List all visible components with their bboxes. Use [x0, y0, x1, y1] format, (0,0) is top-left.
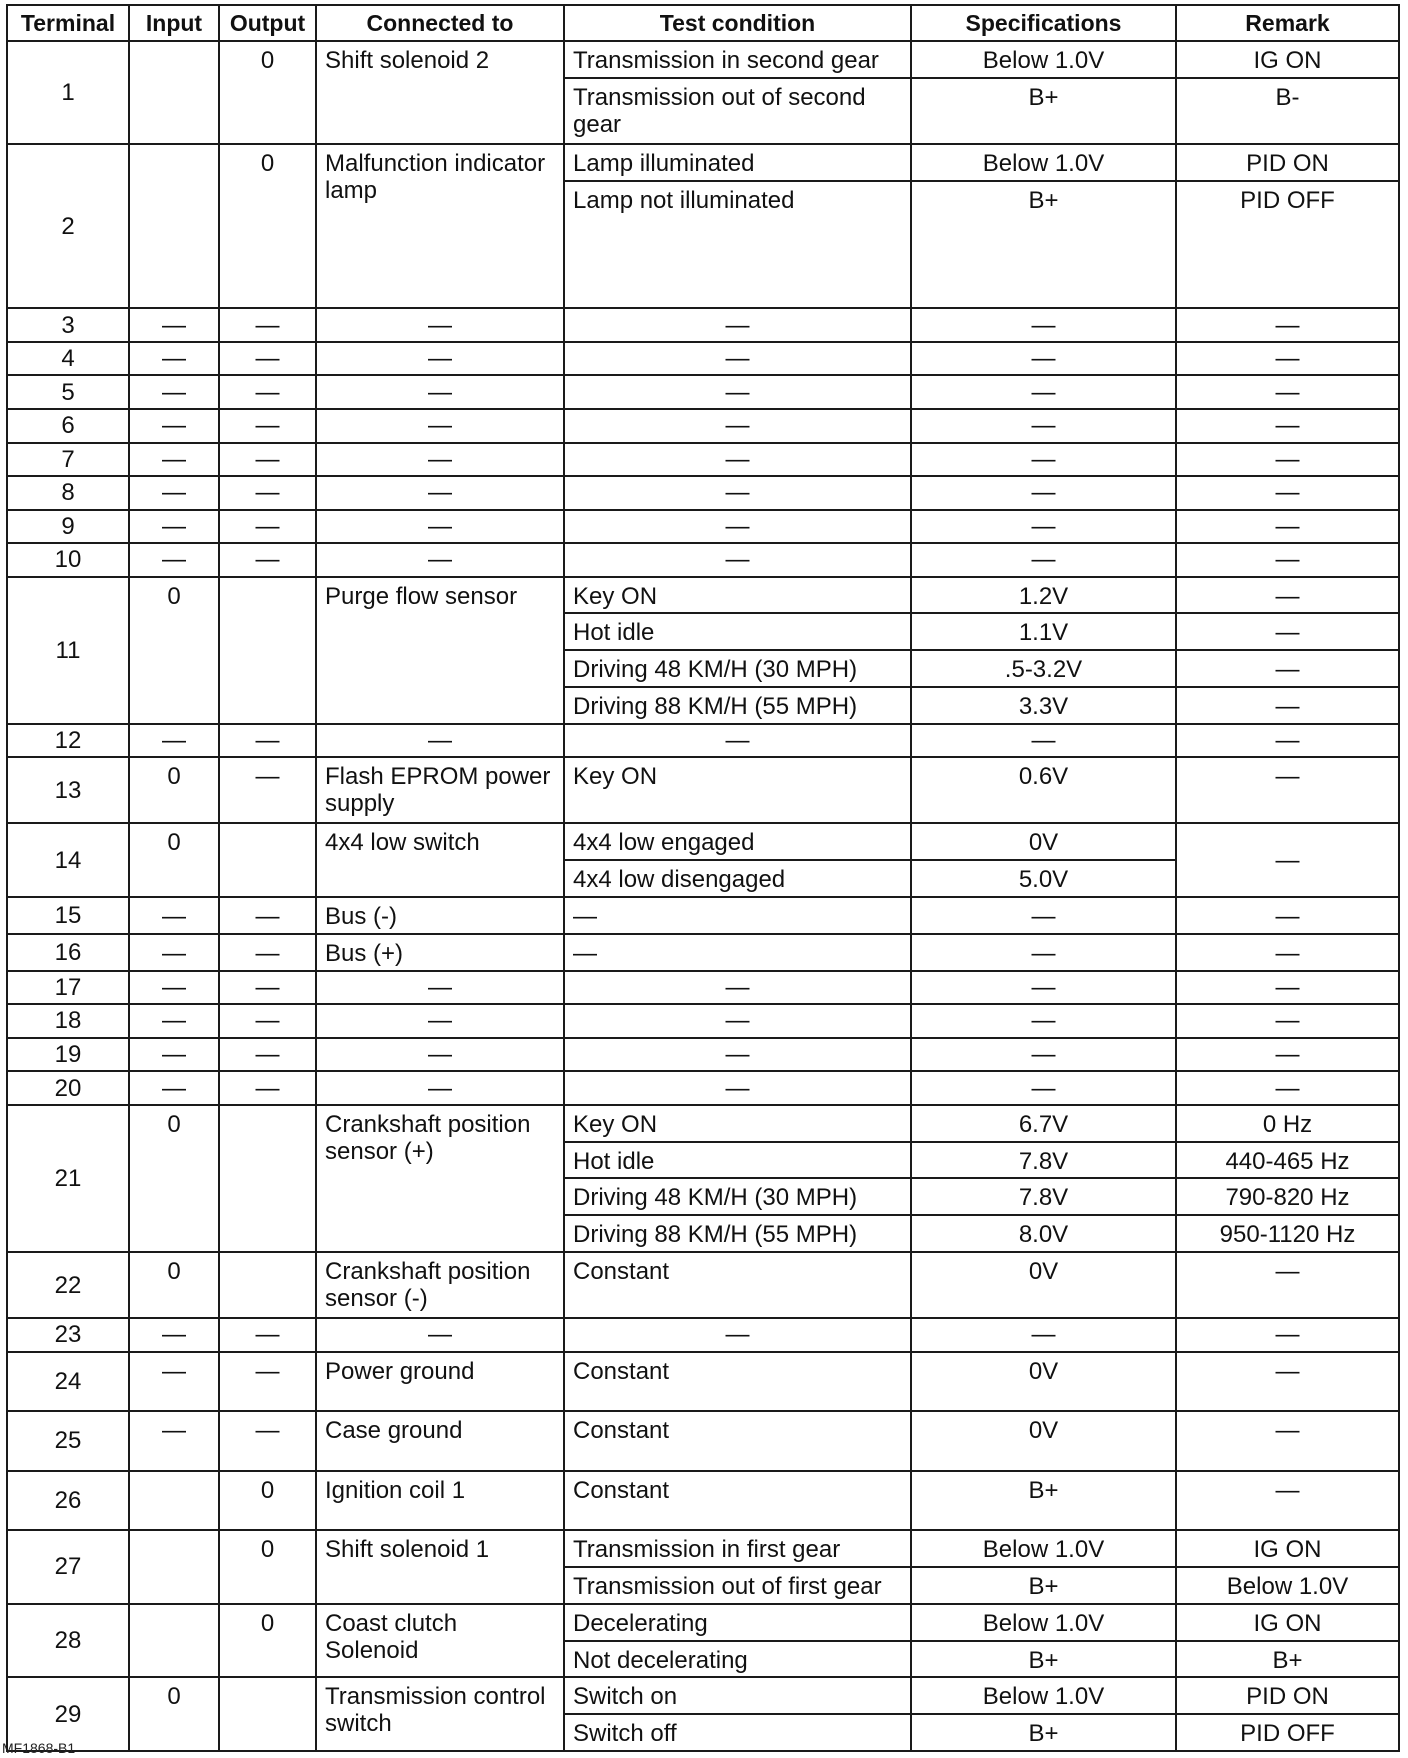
- remark: —: [1176, 1252, 1399, 1318]
- terminal-number: 5: [7, 375, 129, 409]
- remark-dash: —: [1176, 1038, 1399, 1072]
- input-value: 0: [129, 577, 219, 724]
- output-dash: —: [219, 409, 316, 443]
- terminal-number: 7: [7, 443, 129, 477]
- remark-dash: —: [1176, 375, 1399, 409]
- output-value: [219, 1105, 316, 1252]
- test-condition-dash: —: [564, 971, 911, 1005]
- terminal-number: 3: [7, 308, 129, 342]
- remark: 950-1120 Hz: [1176, 1215, 1399, 1252]
- specification-dash: —: [911, 971, 1176, 1005]
- terminal-number: 13: [7, 757, 129, 823]
- table-row: [7, 1604, 1399, 1641]
- remark: 0 Hz: [1176, 1105, 1399, 1142]
- remark-dash: —: [1176, 1318, 1399, 1352]
- test-condition-dash: —: [564, 1318, 911, 1352]
- input-value: —: [129, 1352, 219, 1412]
- specification: Below 1.0V: [911, 1604, 1176, 1641]
- specification: 0V: [911, 1252, 1176, 1318]
- output-value: [219, 1677, 316, 1751]
- terminal-number: 8: [7, 476, 129, 510]
- test-condition: Lamp not illuminated: [564, 181, 911, 309]
- test-condition: Key ON: [564, 577, 911, 614]
- connected-to: Purge flow sensor: [316, 577, 564, 724]
- test-condition: Key ON: [564, 757, 911, 823]
- table-row: [7, 1252, 1399, 1318]
- test-condition: 4x4 low disengaged: [564, 860, 911, 897]
- connected-to-dash: —: [316, 724, 564, 758]
- test-condition: Switch off: [564, 1714, 911, 1751]
- specification: B+: [911, 78, 1176, 144]
- test-condition: —: [564, 934, 911, 971]
- output-value: [219, 823, 316, 897]
- specification-dash: —: [911, 1318, 1176, 1352]
- output-value: [219, 1252, 316, 1318]
- remark: —: [1176, 650, 1399, 687]
- test-condition: Constant: [564, 1352, 911, 1412]
- remark-dash: —: [1176, 510, 1399, 544]
- output-dash: —: [219, 1038, 316, 1072]
- output-dash: —: [219, 1318, 316, 1352]
- connected-to: Ignition coil 1: [316, 1471, 564, 1531]
- output-dash: —: [219, 724, 316, 758]
- input-dash: —: [129, 1318, 219, 1352]
- output-value: [219, 577, 316, 724]
- output-value: 0: [219, 1604, 316, 1678]
- terminal-number: 29: [7, 1677, 129, 1751]
- remark: —: [1176, 687, 1399, 724]
- remark: —: [1176, 934, 1399, 971]
- output-dash: —: [219, 342, 316, 376]
- output-value: —: [219, 897, 316, 934]
- specification: Below 1.0V: [911, 41, 1176, 78]
- terminal-number: 18: [7, 1004, 129, 1038]
- specification-dash: —: [911, 443, 1176, 477]
- table-row: [7, 342, 1399, 376]
- output-value: —: [219, 757, 316, 823]
- specification: 0.6V: [911, 757, 1176, 823]
- test-condition: Constant: [564, 1471, 911, 1531]
- connected-to: Bus (+): [316, 934, 564, 971]
- terminal-number: 26: [7, 1471, 129, 1531]
- remark: B-: [1176, 78, 1399, 144]
- specification-dash: —: [911, 342, 1176, 376]
- input-value: —: [129, 1411, 219, 1471]
- specification: 7.8V: [911, 1178, 1176, 1215]
- table-row: [7, 1105, 1399, 1142]
- table-row: [7, 375, 1399, 409]
- input-dash: —: [129, 1004, 219, 1038]
- output-dash: —: [219, 510, 316, 544]
- specification: Below 1.0V: [911, 144, 1176, 181]
- test-condition-dash: —: [564, 1004, 911, 1038]
- col-header-specifications: Specifications: [911, 5, 1176, 41]
- terminal-number: 16: [7, 934, 129, 971]
- terminal-number: 17: [7, 971, 129, 1005]
- test-condition: Not decelerating: [564, 1641, 911, 1678]
- input-dash: —: [129, 342, 219, 376]
- terminal-number: 1: [7, 41, 129, 144]
- specification: B+: [911, 1641, 1176, 1678]
- table-row: [7, 1677, 1399, 1714]
- connected-to: Crankshaft position sensor (+): [316, 1105, 564, 1252]
- test-condition-dash: —: [564, 1071, 911, 1105]
- table-row: [7, 1318, 1399, 1352]
- input-value: [129, 1530, 219, 1604]
- input-dash: —: [129, 476, 219, 510]
- test-condition-dash: —: [564, 510, 911, 544]
- test-condition-dash: —: [564, 375, 911, 409]
- terminal-number: 14: [7, 823, 129, 897]
- output-dash: —: [219, 971, 316, 1005]
- input-dash: —: [129, 1038, 219, 1072]
- output-value: —: [219, 1411, 316, 1471]
- remark: —: [1176, 823, 1399, 897]
- connected-to-dash: —: [316, 510, 564, 544]
- table-row: [7, 543, 1399, 577]
- remark-dash: —: [1176, 1071, 1399, 1105]
- specification-dash: —: [911, 1004, 1176, 1038]
- connected-to-dash: —: [316, 409, 564, 443]
- specification: B+: [911, 1471, 1176, 1531]
- terminal-number: 28: [7, 1604, 129, 1678]
- table-row: [7, 144, 1399, 181]
- connected-to: Shift solenoid 1: [316, 1530, 564, 1604]
- specification: 6.7V: [911, 1105, 1176, 1142]
- specification: 8.0V: [911, 1215, 1176, 1252]
- specification-dash: —: [911, 724, 1176, 758]
- remark: IG ON: [1176, 1530, 1399, 1567]
- test-condition: Driving 48 KM/H (30 MPH): [564, 1178, 911, 1215]
- connected-to-dash: —: [316, 476, 564, 510]
- connected-to-dash: —: [316, 1318, 564, 1352]
- remark: —: [1176, 1411, 1399, 1471]
- remark-dash: —: [1176, 409, 1399, 443]
- table-row: [7, 476, 1399, 510]
- terminal-number: 22: [7, 1252, 129, 1318]
- specification: Below 1.0V: [911, 1677, 1176, 1714]
- table-row: [7, 897, 1399, 934]
- output-value: —: [219, 934, 316, 971]
- test-condition: Switch on: [564, 1677, 911, 1714]
- table-row: [7, 1471, 1399, 1531]
- connected-to: 4x4 low switch: [316, 823, 564, 897]
- specification-dash: —: [911, 543, 1176, 577]
- table-row: [7, 409, 1399, 443]
- table-row: [7, 934, 1399, 971]
- table-row: [7, 443, 1399, 477]
- terminal-number: 11: [7, 577, 129, 724]
- input-dash: —: [129, 409, 219, 443]
- specification: 0V: [911, 823, 1176, 860]
- specification: 1.1V: [911, 613, 1176, 650]
- output-value: 0: [219, 1471, 316, 1531]
- col-header-output: Output: [219, 5, 316, 41]
- specification: 5.0V: [911, 860, 1176, 897]
- test-condition-dash: —: [564, 476, 911, 510]
- specification-dash: —: [911, 375, 1176, 409]
- connected-to: Shift solenoid 2: [316, 41, 564, 144]
- table-row: [7, 1530, 1399, 1567]
- connected-to-dash: —: [316, 1071, 564, 1105]
- remark-dash: —: [1176, 308, 1399, 342]
- test-condition: Hot idle: [564, 613, 911, 650]
- terminal-number: 21: [7, 1105, 129, 1252]
- connected-to: Coast clutch Solenoid: [316, 1604, 564, 1678]
- terminal-number: 2: [7, 144, 129, 309]
- input-value: —: [129, 897, 219, 934]
- input-value: [129, 41, 219, 144]
- output-value: 0: [219, 1530, 316, 1604]
- specification-dash: —: [911, 308, 1176, 342]
- table-row: [7, 1004, 1399, 1038]
- remark-dash: —: [1176, 443, 1399, 477]
- connected-to: Transmission control switch: [316, 1677, 564, 1751]
- terminal-number: 6: [7, 409, 129, 443]
- connected-to-dash: —: [316, 375, 564, 409]
- remark: IG ON: [1176, 41, 1399, 78]
- table-row: [7, 41, 1399, 78]
- output-dash: —: [219, 443, 316, 477]
- input-value: 0: [129, 1252, 219, 1318]
- test-condition-dash: —: [564, 543, 911, 577]
- terminal-number: 25: [7, 1411, 129, 1471]
- connected-to-dash: —: [316, 1038, 564, 1072]
- input-dash: —: [129, 971, 219, 1005]
- output-dash: —: [219, 375, 316, 409]
- terminal-number: 10: [7, 543, 129, 577]
- connected-to: Bus (-): [316, 897, 564, 934]
- input-value: —: [129, 934, 219, 971]
- input-dash: —: [129, 510, 219, 544]
- remark: PID ON: [1176, 1677, 1399, 1714]
- col-header-input: Input: [129, 5, 219, 41]
- remark-dash: —: [1176, 476, 1399, 510]
- connected-to: Flash EPROM power supply: [316, 757, 564, 823]
- test-condition: Driving 88 KM/H (55 MPH): [564, 687, 911, 724]
- connected-to: Case ground: [316, 1411, 564, 1471]
- table-row: [7, 1352, 1399, 1412]
- test-condition-dash: —: [564, 342, 911, 376]
- test-condition: Driving 48 KM/H (30 MPH): [564, 650, 911, 687]
- table-row: [7, 757, 1399, 823]
- terminal-number: 4: [7, 342, 129, 376]
- specification-dash: —: [911, 1038, 1176, 1072]
- remark-dash: —: [1176, 724, 1399, 758]
- output-dash: —: [219, 476, 316, 510]
- terminal-number: 27: [7, 1530, 129, 1604]
- remark: PID OFF: [1176, 181, 1399, 309]
- input-dash: —: [129, 724, 219, 758]
- test-condition: Constant: [564, 1252, 911, 1318]
- col-header-test-condition: Test condition: [564, 5, 911, 41]
- col-header-terminal: Terminal: [7, 5, 129, 41]
- input-dash: —: [129, 543, 219, 577]
- table-row: [7, 971, 1399, 1005]
- specification: —: [911, 934, 1176, 971]
- output-dash: —: [219, 1004, 316, 1038]
- terminal-number: 23: [7, 1318, 129, 1352]
- specification-dash: —: [911, 476, 1176, 510]
- remark: B+: [1176, 1641, 1399, 1678]
- remark: —: [1176, 757, 1399, 823]
- input-dash: —: [129, 443, 219, 477]
- table-row: [7, 510, 1399, 544]
- test-condition: 4x4 low engaged: [564, 823, 911, 860]
- remark: —: [1176, 577, 1399, 614]
- table-row: [7, 823, 1399, 860]
- test-condition: —: [564, 897, 911, 934]
- output-value: 0: [219, 144, 316, 309]
- output-dash: —: [219, 543, 316, 577]
- remark: —: [1176, 613, 1399, 650]
- input-dash: —: [129, 308, 219, 342]
- remark: Below 1.0V: [1176, 1567, 1399, 1604]
- specification-dash: —: [911, 1071, 1176, 1105]
- terminal-number: 20: [7, 1071, 129, 1105]
- test-condition: Transmission out of second gear: [564, 78, 911, 144]
- remark: —: [1176, 1471, 1399, 1531]
- output-value: 0: [219, 41, 316, 144]
- connected-to-dash: —: [316, 543, 564, 577]
- remark-dash: —: [1176, 342, 1399, 376]
- col-header-remark: Remark: [1176, 5, 1399, 41]
- output-value: —: [219, 1352, 316, 1412]
- input-value: [129, 1471, 219, 1531]
- remark: —: [1176, 1352, 1399, 1412]
- figure-code: MF1868-B1: [2, 1740, 76, 1756]
- table-row: [7, 308, 1399, 342]
- terminal-number: 19: [7, 1038, 129, 1072]
- table-row: [7, 1071, 1399, 1105]
- remark: —: [1176, 897, 1399, 934]
- input-value: 0: [129, 1105, 219, 1252]
- remark-dash: —: [1176, 543, 1399, 577]
- remark: PID ON: [1176, 144, 1399, 181]
- specification: 7.8V: [911, 1142, 1176, 1179]
- table-row: [7, 577, 1399, 614]
- specification: B+: [911, 181, 1176, 309]
- test-condition: Constant: [564, 1411, 911, 1471]
- remark-dash: —: [1176, 971, 1399, 1005]
- test-condition: Hot idle: [564, 1142, 911, 1179]
- connected-to-dash: —: [316, 971, 564, 1005]
- test-condition: Transmission out of first gear: [564, 1567, 911, 1604]
- remark: IG ON: [1176, 1604, 1399, 1641]
- specification: Below 1.0V: [911, 1530, 1176, 1567]
- test-condition: Key ON: [564, 1105, 911, 1142]
- terminal-number: 24: [7, 1352, 129, 1412]
- specification: B+: [911, 1714, 1176, 1751]
- input-value: 0: [129, 757, 219, 823]
- table-row: [7, 724, 1399, 758]
- connected-to: Malfunction indicator lamp: [316, 144, 564, 309]
- test-condition-dash: —: [564, 443, 911, 477]
- test-condition-dash: —: [564, 1038, 911, 1072]
- output-dash: —: [219, 308, 316, 342]
- terminal-spec-table: [6, 4, 1400, 1752]
- input-dash: —: [129, 1071, 219, 1105]
- connected-to: Power ground: [316, 1352, 564, 1412]
- input-value: 0: [129, 823, 219, 897]
- input-value: [129, 1604, 219, 1678]
- specification-dash: —: [911, 409, 1176, 443]
- remark: 790-820 Hz: [1176, 1178, 1399, 1215]
- specification: —: [911, 897, 1176, 934]
- table-row: [7, 1038, 1399, 1072]
- test-condition: Transmission in second gear: [564, 41, 911, 78]
- specification-dash: —: [911, 510, 1176, 544]
- specification: 0V: [911, 1411, 1176, 1471]
- remark: PID OFF: [1176, 1714, 1399, 1751]
- input-value: [129, 144, 219, 309]
- table-row: [7, 1411, 1399, 1471]
- connected-to: Crankshaft position sensor (-): [316, 1252, 564, 1318]
- terminal-number: 12: [7, 724, 129, 758]
- test-condition-dash: —: [564, 724, 911, 758]
- terminal-number: 9: [7, 510, 129, 544]
- remark-dash: —: [1176, 1004, 1399, 1038]
- header-row: [7, 5, 1399, 41]
- specification: 0V: [911, 1352, 1176, 1412]
- remark: 440-465 Hz: [1176, 1142, 1399, 1179]
- test-condition: Transmission in first gear: [564, 1530, 911, 1567]
- connected-to-dash: —: [316, 443, 564, 477]
- test-condition-dash: —: [564, 308, 911, 342]
- connected-to-dash: —: [316, 342, 564, 376]
- specification: .5-3.2V: [911, 650, 1176, 687]
- input-dash: —: [129, 375, 219, 409]
- test-condition: Decelerating: [564, 1604, 911, 1641]
- specification: 3.3V: [911, 687, 1176, 724]
- col-header-connected-to: Connected to: [316, 5, 564, 41]
- input-value: 0: [129, 1677, 219, 1751]
- specification: 1.2V: [911, 577, 1176, 614]
- connected-to-dash: —: [316, 308, 564, 342]
- test-condition: Lamp illuminated: [564, 144, 911, 181]
- output-dash: —: [219, 1071, 316, 1105]
- specification: B+: [911, 1567, 1176, 1604]
- terminal-number: 15: [7, 897, 129, 934]
- test-condition: Driving 88 KM/H (55 MPH): [564, 1215, 911, 1252]
- connected-to-dash: —: [316, 1004, 564, 1038]
- test-condition-dash: —: [564, 409, 911, 443]
